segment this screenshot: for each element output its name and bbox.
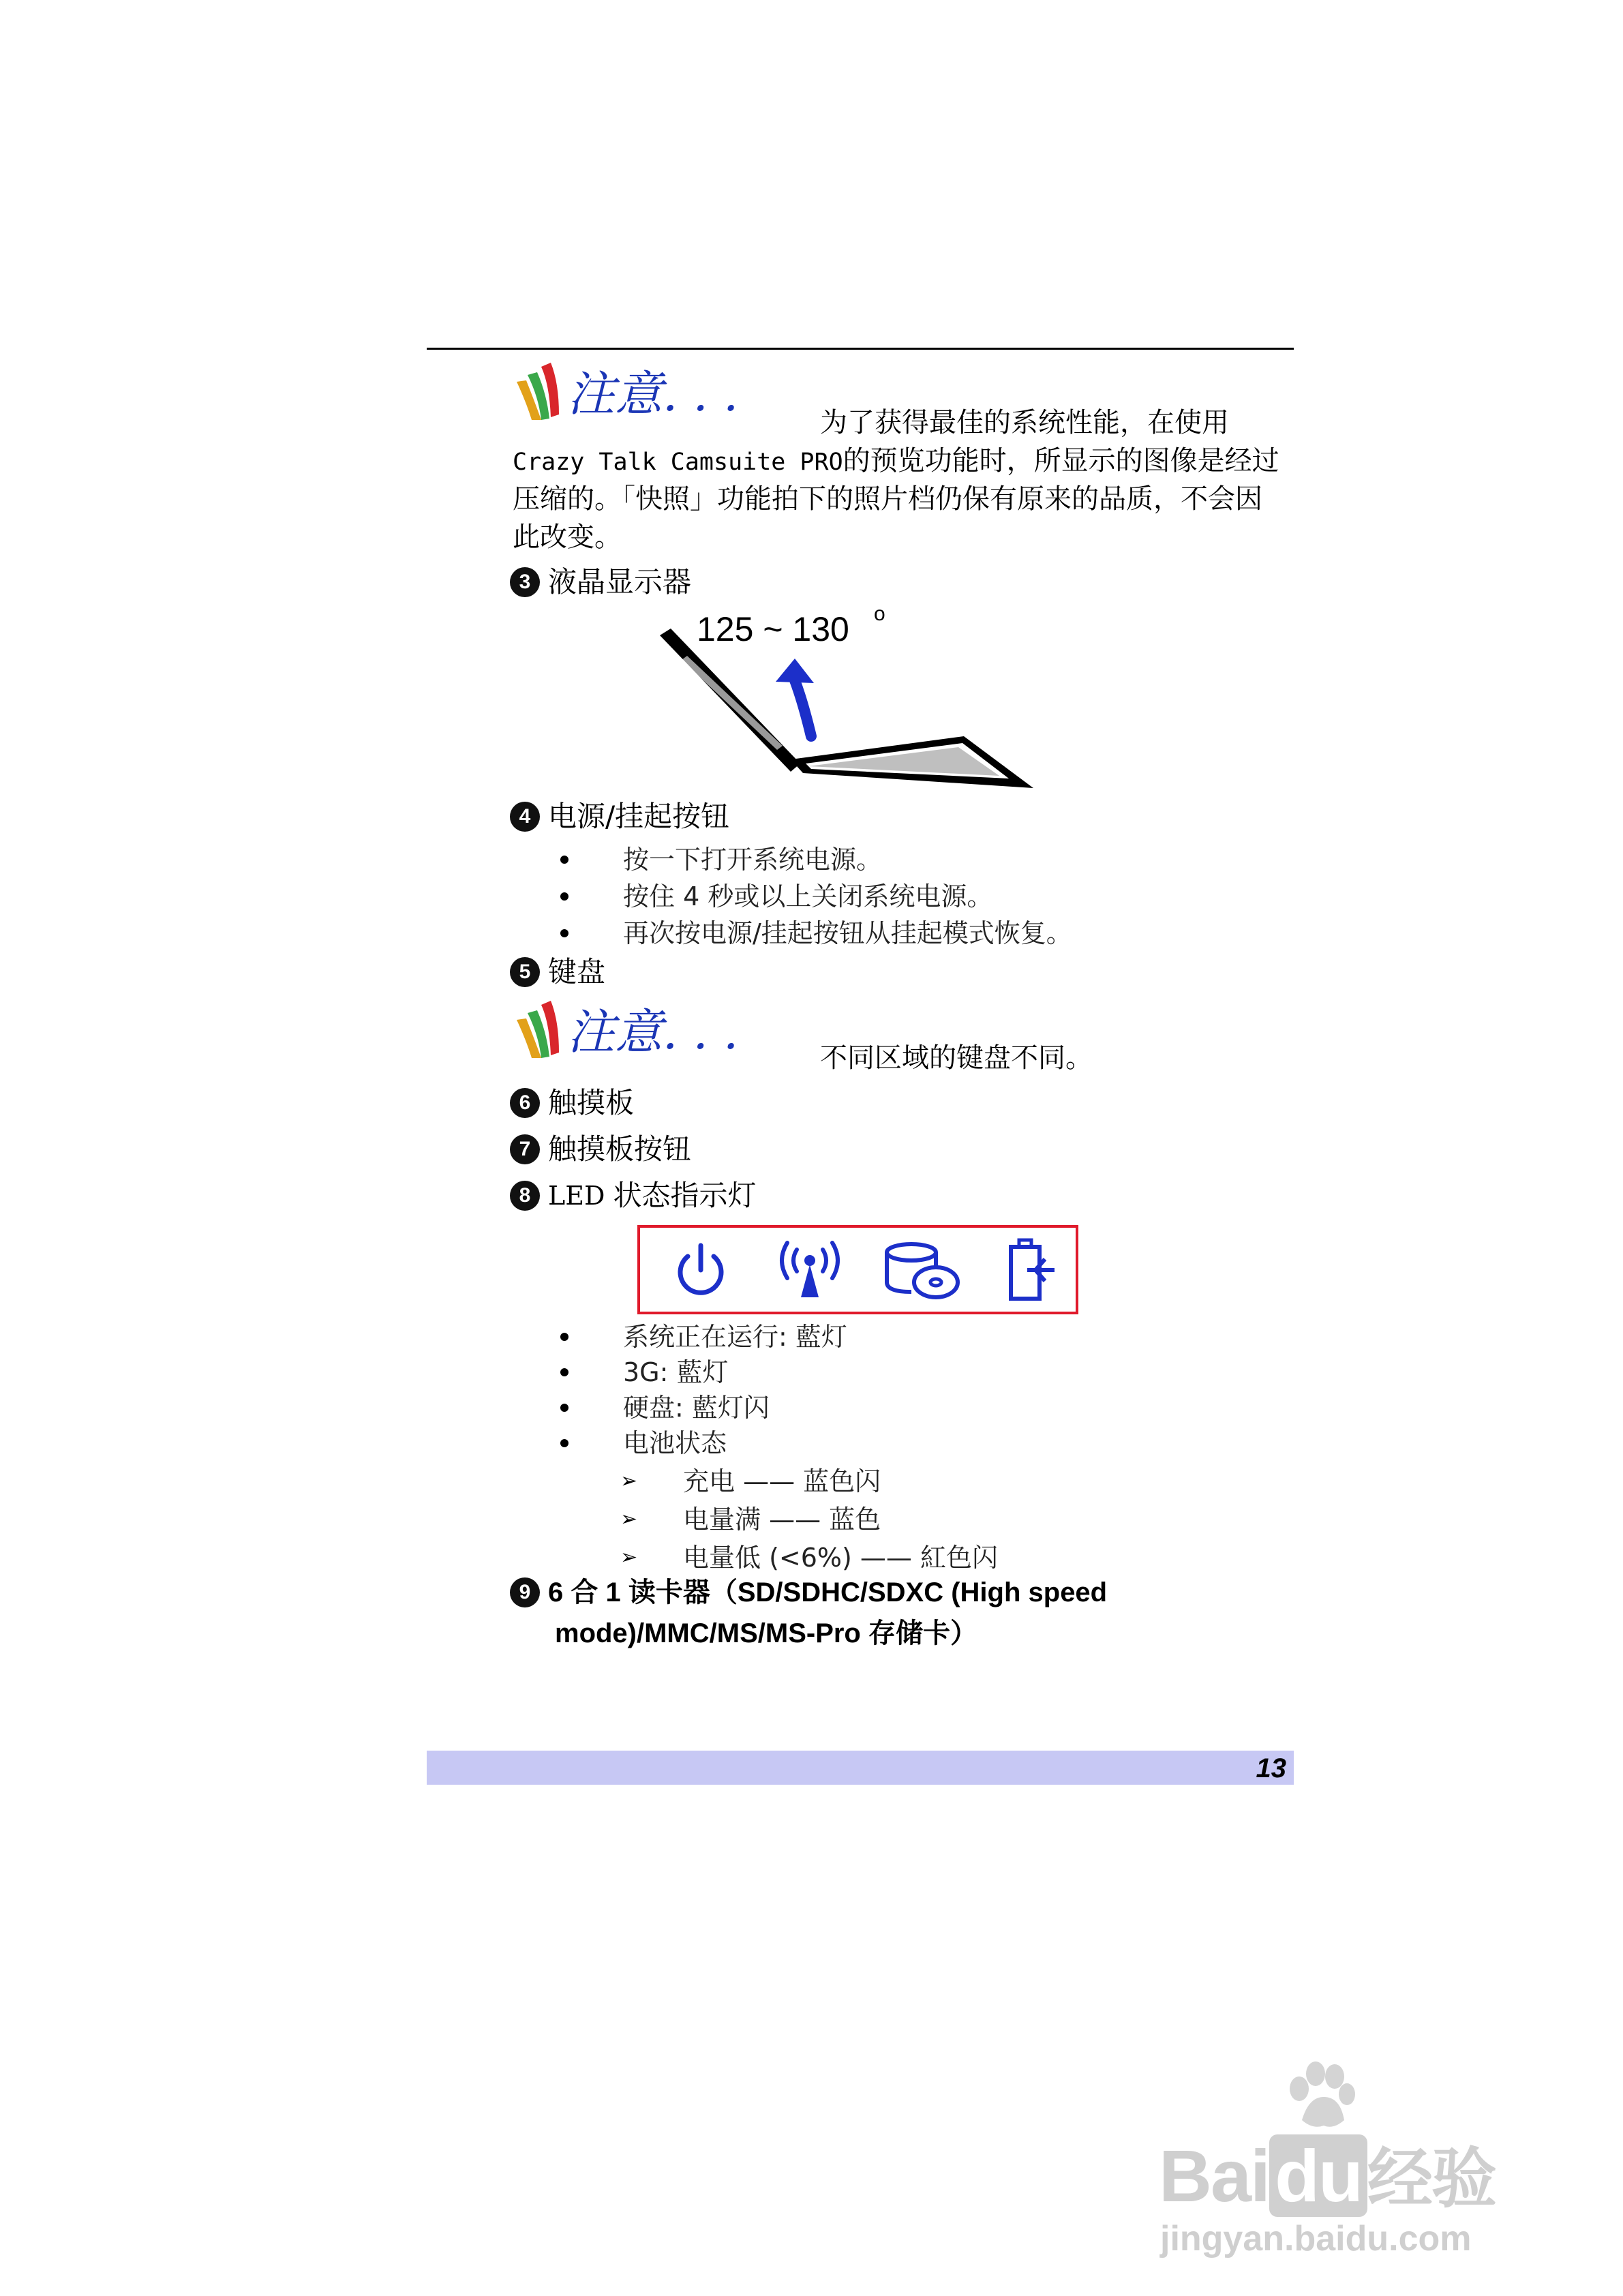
bullet-icon (560, 1368, 568, 1376)
section-number: 8 (510, 1181, 540, 1211)
list-item: 再次按电源/挂起按钮从挂起模式恢复。 (560, 915, 1072, 952)
bullet-icon (560, 1333, 568, 1341)
bullet-icon (560, 1439, 568, 1447)
section-5-heading (510, 952, 605, 993)
section-title: 触摸板 (548, 1086, 635, 1119)
note-logo (511, 993, 781, 1068)
section-9-line2: mode)/MMC/MS/MS-Pro 存储卡） (555, 1618, 977, 1648)
sub-list-item: ➢ 充电 —— 蓝色闪 (620, 1463, 881, 1500)
arrow-bullet-icon: ➢ (620, 1545, 638, 1569)
section-8-heading (510, 1175, 756, 1216)
arrow-bullet-icon: ➢ (620, 1507, 638, 1531)
angle-label: 125 ~ 130 (697, 610, 849, 648)
section-title: 液晶显示器 (548, 565, 692, 599)
bullet-icon (560, 892, 568, 901)
section-7-heading (510, 1129, 691, 1170)
section-number: 4 (510, 802, 540, 832)
led-indicator-panel (637, 1225, 1078, 1314)
section-number: 3 (510, 567, 540, 597)
list-item: 3G: 藍灯 (560, 1354, 729, 1391)
section-number: 6 (510, 1088, 540, 1118)
section-title: 6 合 1 读卡器（SD/SDHC/SDXC (High speed (548, 1577, 1108, 1607)
watermark-logo: Baidu经验 (1159, 2134, 1496, 2217)
list-item: 电池状态 (560, 1425, 727, 1462)
angle-degree: o (874, 603, 885, 625)
section-title: 电源/挂起按钮 (548, 800, 730, 833)
svg-text:注意. . .: 注意. . . (567, 366, 739, 422)
section-9-heading (510, 1572, 1107, 1613)
list-item: 按一下打开系统电源。 (560, 841, 882, 878)
footer-bar (427, 1751, 1294, 1785)
power-icon (671, 1240, 730, 1300)
header-rule (427, 348, 1294, 350)
note1-rest: 的预览功能时，所显示的图像是经过 (843, 445, 1279, 477)
wireless-3g-icon (772, 1237, 847, 1300)
note2-text: 不同区域的键盘不同。 (820, 1042, 1093, 1074)
baidu-jingyan-watermark (1145, 2059, 1527, 2263)
section-title: 触摸板按钮 (548, 1132, 692, 1166)
sub-list-item: ➢ 电量满 —— 蓝色 (620, 1501, 881, 1538)
bullet-icon (560, 856, 568, 864)
list-item: 按住 4 秒或以上关闭系统电源。 (560, 878, 992, 915)
bullet-icon (560, 1404, 568, 1412)
watermark-url: jingyan.baidu.com (1160, 2219, 1472, 2259)
section-title: 键盘 (548, 955, 606, 988)
svg-text:注意. . .: 注意. . . (567, 1004, 739, 1060)
section-title-prefix: LED (548, 1181, 605, 1211)
section-3-heading (510, 562, 691, 603)
sub-list-item: ➢ 电量低 (<6%) —— 紅色闪 (620, 1539, 998, 1576)
section-title: 状态指示灯 (613, 1179, 757, 1212)
section-number: 9 (510, 1577, 540, 1607)
note1-line1 (513, 442, 1296, 481)
section-6-heading (510, 1083, 634, 1123)
bullet-icon (560, 929, 568, 937)
battery-icon (1005, 1236, 1060, 1304)
product-name: Crazy Talk Camsuite PRO (513, 449, 843, 476)
note-logo (511, 354, 781, 429)
section-4-heading (510, 796, 729, 837)
lcd-angle-illustration (654, 600, 1063, 798)
section-number: 5 (510, 957, 540, 987)
paw-icon (1281, 2059, 1356, 2134)
note1-tail: 为了获得最佳的系统性能，在使用 (820, 407, 1229, 438)
list-item: 系统正在运行: 藍灯 (560, 1318, 847, 1355)
list-item: 硬盘: 藍灯闪 (560, 1389, 770, 1426)
page-number: 13 (1256, 1753, 1286, 1783)
hard-disk-icon (883, 1237, 965, 1303)
section-number: 7 (510, 1134, 540, 1164)
note1-line3: 此改变。 (513, 522, 622, 553)
arrow-bullet-icon: ➢ (620, 1469, 638, 1493)
note1-line2: 压缩的。「快照」功能拍下的照片档仍保有原来的品质，不会因 (513, 483, 1262, 515)
